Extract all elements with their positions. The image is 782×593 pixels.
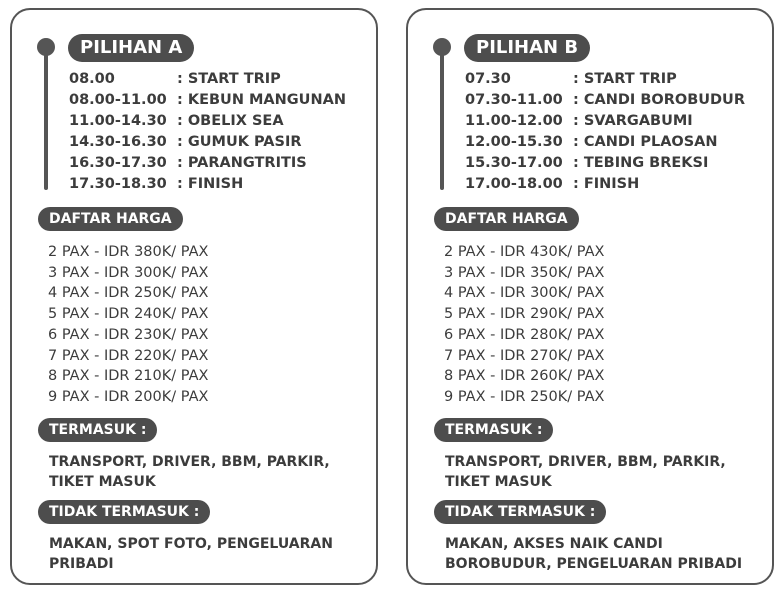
timeline-line — [440, 46, 444, 190]
schedule-activity: : PARANGTRITIS — [177, 155, 307, 171]
package-title: PILIHAN B — [464, 34, 590, 62]
excluded-heading: TIDAK TERMASUK : — [434, 500, 606, 524]
price-item: 4 PAX - IDR 250K/ PAX — [48, 285, 209, 302]
schedule-time: 17.00-18.00 — [465, 176, 563, 192]
schedule-activity: : SVARGABUMI — [573, 113, 693, 129]
schedule-activity: : GUMUK PASIR — [177, 134, 302, 150]
timeline-dot — [37, 38, 55, 56]
schedule-row — [69, 111, 346, 132]
schedule-activity: : START TRIP — [177, 71, 281, 87]
excluded-text: MAKAN, SPOT FOTO, PENGELUARAN PRIBADI — [49, 536, 333, 572]
price-item: 8 PAX - IDR 260K/ PAX — [444, 368, 605, 385]
schedule-time: 12.00-15.30 — [465, 134, 563, 150]
schedule-list — [69, 69, 346, 195]
schedule-row — [69, 90, 346, 111]
price-item: 6 PAX - IDR 280K/ PAX — [444, 326, 605, 343]
included-text: TRANSPORT, DRIVER, BBM, PARKIR, TIKET MASUK — [445, 454, 726, 490]
schedule-row — [465, 90, 745, 111]
schedule-list — [465, 69, 745, 195]
schedule-time: 08.00 — [69, 71, 115, 87]
schedule-time: 15.30-17.00 — [465, 155, 563, 171]
schedule-row — [465, 174, 745, 195]
price-item: 6 PAX - IDR 230K/ PAX — [48, 326, 209, 343]
schedule-row — [465, 153, 745, 174]
schedule-row — [465, 132, 745, 153]
schedule-row — [69, 153, 346, 174]
schedule-row — [69, 174, 346, 195]
schedule-time: 17.30-18.30 — [69, 176, 167, 192]
package-card-b — [406, 8, 774, 585]
timeline-line — [44, 46, 48, 190]
schedule-row — [69, 132, 346, 153]
price-item: 5 PAX - IDR 290K/ PAX — [444, 306, 605, 323]
price-item: 5 PAX - IDR 240K/ PAX — [48, 306, 209, 323]
price-item: 9 PAX - IDR 250K/ PAX — [444, 388, 605, 405]
price-item: 9 PAX - IDR 200K/ PAX — [48, 388, 209, 405]
schedule-activity: : CANDI PLAOSAN — [573, 134, 718, 150]
price-item: 2 PAX - IDR 430K/ PAX — [444, 244, 605, 260]
price-item: 3 PAX - IDR 300K/ PAX — [48, 264, 209, 281]
package-card-a — [10, 8, 378, 585]
price-list — [444, 242, 604, 408]
timeline-dot — [433, 38, 451, 56]
price-item: 8 PAX - IDR 210K/ PAX — [48, 368, 209, 385]
schedule-row — [465, 69, 745, 90]
excluded-text: MAKAN, AKSES NAIK CANDI BOROBUDUR, PENGELUARAN PRIBADI — [445, 536, 743, 572]
included-text: TRANSPORT, DRIVER, BBM, PARKIR, TIKET MASUK — [49, 454, 330, 490]
schedule-time: 14.30-16.30 — [69, 134, 167, 150]
schedule-time: 16.30-17.30 — [69, 155, 167, 171]
price-heading: DAFTAR HARGA — [38, 207, 183, 231]
schedule-activity: : START TRIP — [573, 71, 677, 87]
schedule-activity: : FINISH — [177, 176, 244, 192]
schedule-row — [69, 69, 346, 90]
package-title: PILIHAN A — [68, 34, 194, 62]
schedule-activity: : FINISH — [573, 176, 640, 192]
schedule-time: 07.30 — [465, 71, 511, 87]
included-heading: TERMASUK : — [38, 418, 157, 442]
schedule-time: 08.00-11.00 — [69, 92, 167, 108]
price-item: 3 PAX - IDR 350K/ PAX — [444, 264, 605, 281]
price-heading: DAFTAR HARGA — [434, 207, 579, 231]
schedule-row — [465, 111, 745, 132]
price-item: 7 PAX - IDR 220K/ PAX — [48, 347, 209, 364]
schedule-activity: : OBELIX SEA — [177, 113, 284, 129]
schedule-activity: : KEBUN MANGUNAN — [177, 92, 346, 108]
schedule-time: 07.30-11.00 — [465, 92, 563, 108]
price-item: 7 PAX - IDR 270K/ PAX — [444, 347, 605, 364]
schedule-activity: : TEBING BREKSI — [573, 155, 709, 171]
schedule-activity: : CANDI BOROBUDUR — [573, 92, 745, 108]
price-item: 2 PAX - IDR 380K/ PAX — [48, 244, 209, 260]
price-list — [48, 242, 208, 408]
price-item: 4 PAX - IDR 300K/ PAX — [444, 285, 605, 302]
included-heading: TERMASUK : — [434, 418, 553, 442]
schedule-time: 11.00-12.00 — [465, 113, 563, 129]
excluded-heading: TIDAK TERMASUK : — [38, 500, 210, 524]
schedule-time: 11.00-14.30 — [69, 113, 167, 129]
